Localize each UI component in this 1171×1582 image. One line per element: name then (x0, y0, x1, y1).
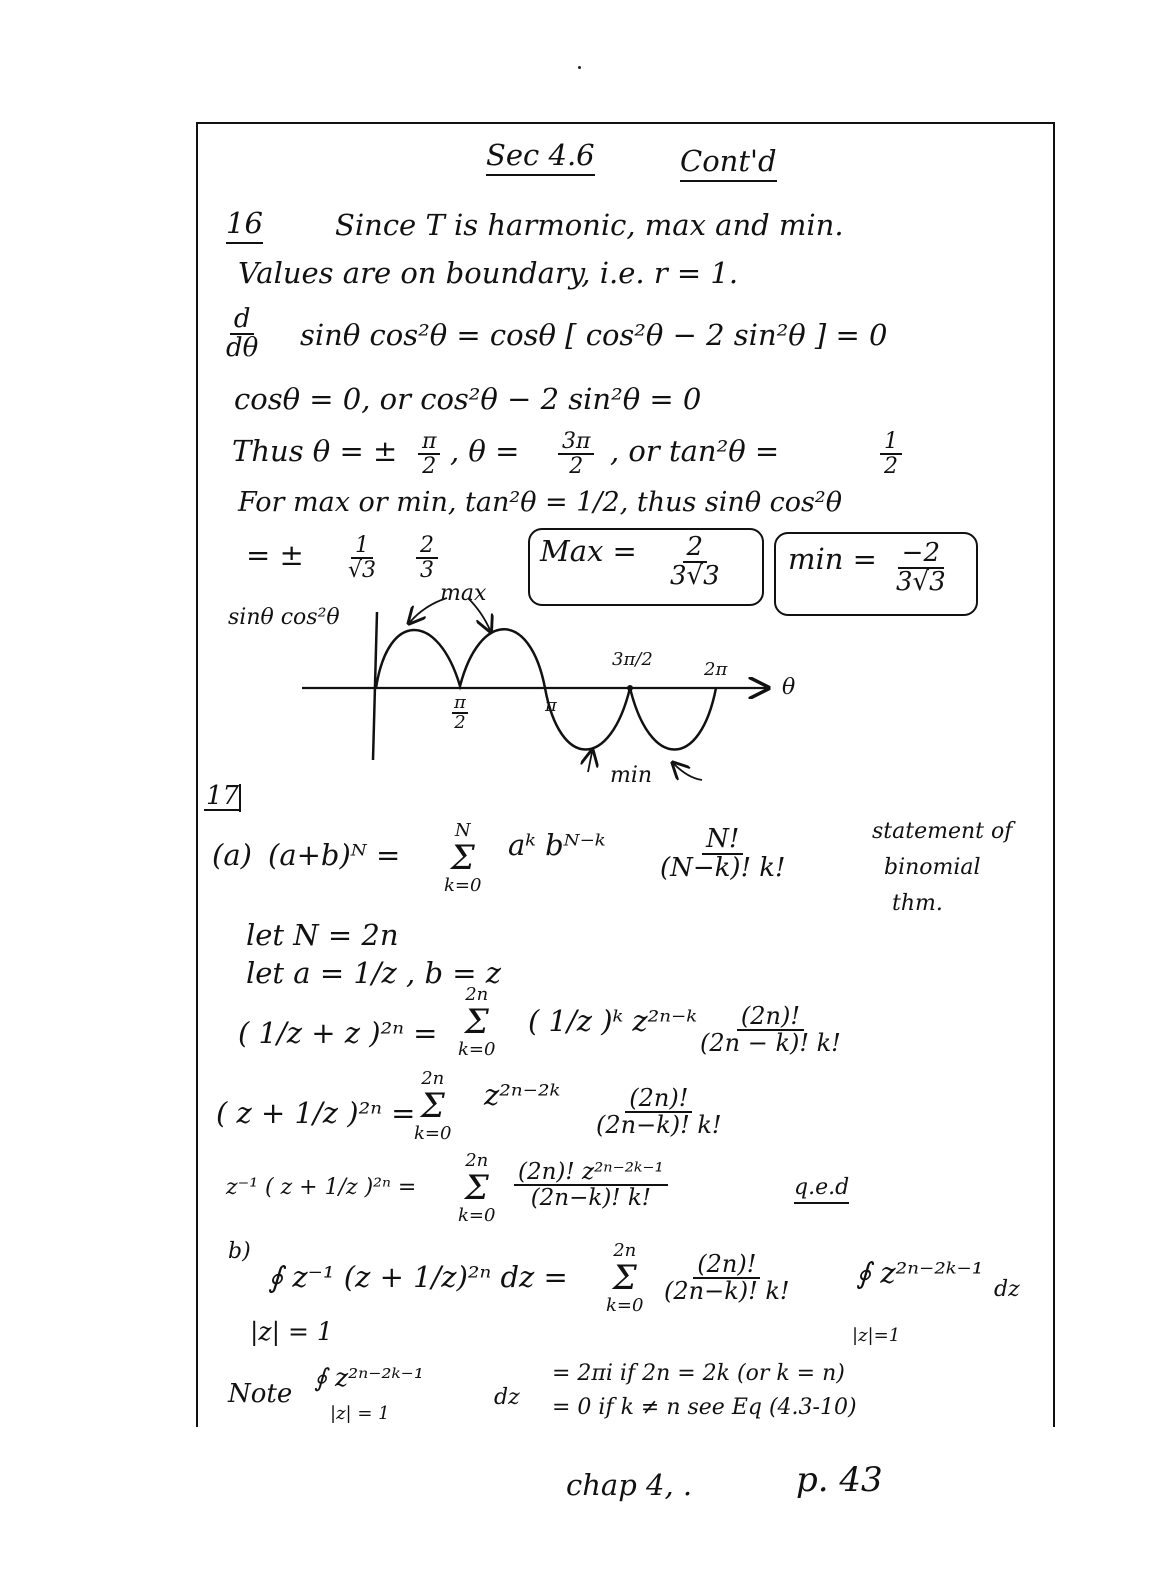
frac-den: (2n−k)! k! (596, 1111, 722, 1140)
frac-num: (2n)! (737, 1004, 804, 1031)
frac-den: (N−k)! k! (660, 853, 786, 884)
problem-17-number: 17 (206, 781, 240, 811)
p16-line-2: Values are on boundary, i.e. r = 1. (238, 256, 739, 290)
p16-line-5b: , θ = (450, 434, 520, 468)
frac-den: (2n − k)! k! (700, 1029, 841, 1058)
frac-den: 2 (884, 454, 898, 480)
p17b-lhs: ∮ z⁻¹ (z + 1/z)²ⁿ dz = (268, 1260, 568, 1294)
note-case-2: = 0 if k ≠ n see Eq (4.3-10) (552, 1395, 857, 1420)
p16-line-6: For max or min, tan²θ = 1/2, thus sinθ cos²θ (238, 487, 842, 518)
eq2-term: z²ⁿ⁻²ᵏ (484, 1078, 561, 1112)
continued-heading: Cont'd (680, 146, 777, 182)
frac-num: 2 (416, 534, 438, 559)
p17a-binomial-coeff (660, 826, 786, 883)
eq1-sum (458, 984, 495, 1060)
qed: q.e.d (794, 1176, 849, 1204)
note-integral: ∮ z²ⁿ⁻²ᵏ⁻¹ (314, 1363, 424, 1392)
note-label: Note (228, 1379, 293, 1409)
sum-bottom: k=0 (458, 1205, 496, 1226)
tick-den: 2 (454, 712, 466, 733)
p16-line-1: Since T is harmonic, max and min. (335, 208, 844, 242)
frac-num: 1 (880, 430, 902, 455)
graph-y-label: sinθ cos²θ (228, 605, 340, 630)
eq1-term: ( 1/z )ᵏ z²ⁿ⁻ᵏ (528, 1004, 697, 1038)
frac-num: (2n)! (625, 1086, 692, 1113)
sum-bottom: k=0 (458, 1039, 496, 1060)
sigma-icon: Σ (464, 1168, 489, 1208)
frac-den: (2n−k)! k! (530, 1185, 652, 1212)
sum-top: 2n (465, 984, 489, 1005)
note-binomial: binomial (884, 855, 981, 880)
note-integral-contour: |z| = 1 (330, 1403, 390, 1424)
frac-den: 2 (422, 454, 437, 480)
eq2-lhs: ( z + 1/z )²ⁿ = (216, 1096, 416, 1130)
frac-den: 3√3 (896, 567, 946, 598)
p16-line-4: cosθ = 0, or cos²θ − 2 sin²θ = 0 (234, 382, 702, 416)
sum-top: 2n (465, 1150, 489, 1171)
p17a-sum (444, 820, 481, 896)
note-case-1: = 2πi if 2n = 2k (or k = n) (552, 1361, 845, 1386)
frac-num: 1 (351, 534, 373, 559)
graph-point-3pi-over-2 (627, 685, 633, 691)
section-heading: Sec 4.6 (486, 140, 595, 176)
chapter-label: chap 4, . (566, 1468, 693, 1502)
p17b-integral: ∮ z²ⁿ⁻²ᵏ⁻¹ (856, 1256, 984, 1290)
frac-den: √3 (348, 558, 377, 584)
graph-tick-2pi: 2π (704, 659, 728, 680)
sum-top: 2n (421, 1068, 445, 1089)
page-number: p. 43 (796, 1460, 883, 1500)
p17b-int-contour: |z|=1 (852, 1325, 901, 1346)
eq2-coeff (596, 1086, 722, 1138)
p17b-dz: dz (994, 1277, 1020, 1302)
frac-den: 3 (420, 558, 434, 584)
deriv-d: d (230, 306, 255, 335)
p16-derivative-eq: sinθ cos²θ = cosθ [ cos²θ − 2 sin²θ ] = 0 (300, 318, 888, 352)
max-label: Max = (540, 534, 637, 568)
max-arrow-left (410, 598, 447, 622)
frac-num: 2 (683, 534, 708, 563)
note-thm: thm. (892, 891, 943, 916)
p17a-lhs: (a+b)ᴺ = (268, 838, 401, 872)
p17b-coeff (664, 1252, 790, 1304)
eq1-coeff (700, 1004, 841, 1056)
sigma-icon: Σ (420, 1086, 445, 1126)
p16-line-5c: , or tan²θ = (610, 434, 780, 468)
graph-tick-pi: π (545, 695, 557, 716)
eq3-term (514, 1160, 668, 1210)
p17b-label: b) (228, 1239, 251, 1264)
p16-line-7a: = ± (246, 538, 304, 572)
graph-x-label: θ (782, 675, 796, 700)
sum-bottom: k=0 (414, 1123, 452, 1144)
min-label: min = (788, 542, 877, 576)
let-a-b: let a = 1/z , b = z (246, 956, 502, 990)
frac-den: 3√3 (670, 561, 720, 592)
min-arrow-right (674, 764, 702, 780)
min-arrow-left (588, 752, 592, 772)
sum-top: 2n (613, 1240, 637, 1261)
frac-num: 3π (558, 430, 594, 455)
frac-num: −2 (898, 540, 944, 569)
tick-num: π (454, 692, 466, 713)
p16-line-5a: Thus θ = ± (232, 434, 398, 468)
frac-den: 2 (569, 454, 584, 480)
sum-top: N (454, 820, 471, 841)
eq3-sum (458, 1150, 495, 1226)
graph-min-label: min (610, 763, 653, 788)
p17b-lhs-contour: |z| = 1 (250, 1317, 333, 1346)
graph-tick-3pi-over-2: 3π/2 (612, 649, 653, 670)
frac-num: π (418, 430, 440, 455)
sigma-icon: Σ (612, 1258, 637, 1298)
eq3-lhs: z⁻¹ ( z + 1/z )²ⁿ = (226, 1175, 417, 1200)
frac-den: (2n−k)! k! (664, 1277, 790, 1306)
graph-curve (376, 629, 716, 749)
eq1-lhs: ( 1/z + z )²ⁿ = (238, 1016, 438, 1050)
frac-num: (2n)! z²ⁿ⁻²ᵏ⁻¹ (514, 1160, 668, 1186)
sigma-icon: Σ (464, 1002, 489, 1042)
sigma-icon: Σ (450, 838, 475, 878)
graph-max-label: max (440, 581, 487, 606)
frac-num: (2n)! (693, 1252, 760, 1279)
max-arrow-right (468, 598, 490, 630)
note-statement: statement of (872, 819, 1013, 844)
p17b-sum (606, 1240, 643, 1316)
deriv-dtheta: dθ (226, 333, 259, 364)
sum-bottom: k=0 (444, 875, 482, 896)
p17a-term: aᵏ bᴺ⁻ᵏ (508, 828, 606, 862)
frac-num: N! (702, 826, 743, 855)
eq2-sum (414, 1068, 451, 1144)
note-dz: dz (494, 1385, 520, 1410)
problem-16-number: 16 (226, 208, 263, 244)
p17a-label: (a) (212, 838, 252, 872)
let-n: let N = 2n (246, 918, 399, 952)
sum-bottom: k=0 (606, 1295, 644, 1316)
